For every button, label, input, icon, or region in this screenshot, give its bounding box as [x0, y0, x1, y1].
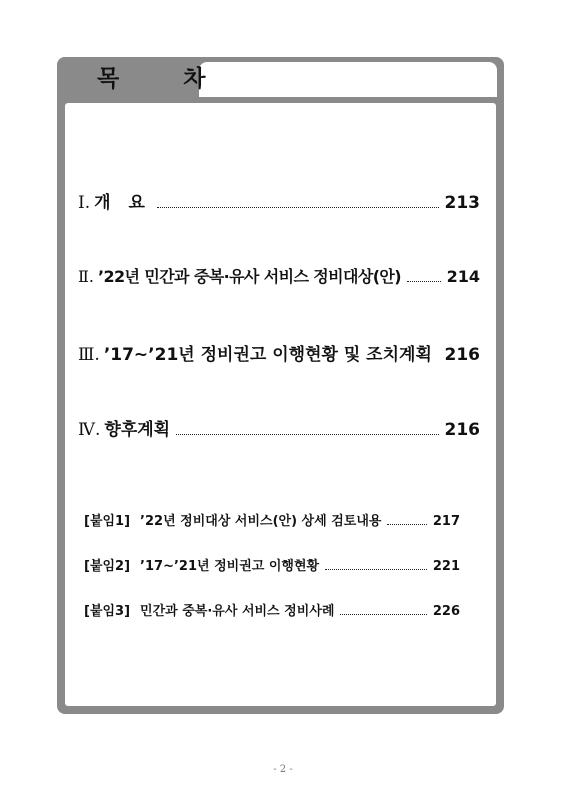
toc-attachment-2[interactable] — [84, 555, 460, 575]
attachment-tag: [붙임1] — [84, 514, 131, 529]
attachment-page: 217 — [432, 514, 460, 529]
dot-leader — [325, 568, 427, 570]
dot-leader — [387, 523, 426, 525]
attachment-label: ’22년 정비대상 서비스(안) 상세 검토내용 — [140, 514, 382, 529]
page-number: - 2 - — [273, 764, 293, 775]
attachment-page: 226 — [432, 604, 460, 619]
attachment-page: 221 — [432, 559, 460, 574]
section-number: Ⅱ. — [78, 267, 94, 286]
attachment-tag: [붙임2] — [84, 559, 131, 574]
section-label: 개 요 — [94, 193, 151, 213]
section-page: 216 — [444, 345, 480, 365]
dot-leader — [407, 280, 441, 282]
section-number: Ⅲ. — [78, 345, 100, 365]
toc-attachment-3[interactable] — [84, 600, 460, 620]
attachment-tag: [붙임3] — [84, 604, 131, 619]
section-page: 214 — [446, 267, 480, 286]
toc-attachment-1[interactable] — [84, 510, 460, 530]
toc-title: 목 차 — [97, 66, 234, 92]
attachment-label: ’17~’21년 정비권고 이행현황 — [140, 559, 320, 574]
title-tab-gap — [199, 62, 497, 97]
section-label: 향후계획 — [104, 420, 171, 440]
section-number: Ⅰ. — [78, 193, 91, 213]
toc-section-1[interactable] — [78, 188, 480, 213]
section-number: Ⅳ. — [78, 420, 101, 440]
toc-section-3[interactable] — [78, 340, 480, 365]
section-label: ’22년 민간과 중복·유사 서비스 정비대상(안) — [97, 267, 401, 286]
dot-leader — [340, 613, 426, 615]
toc-section-2[interactable] — [78, 264, 480, 287]
section-page: 216 — [444, 420, 480, 440]
toc-section-4[interactable] — [78, 415, 480, 440]
attachment-label: 민간과 중복·유사 서비스 정비사례 — [140, 604, 335, 619]
dot-leader — [157, 206, 439, 208]
section-label: ’17~’21년 정비권고 이행현황 및 조치계획 — [103, 345, 432, 365]
dot-leader — [176, 433, 438, 435]
dot-leader — [438, 358, 439, 360]
section-page: 213 — [444, 193, 480, 213]
